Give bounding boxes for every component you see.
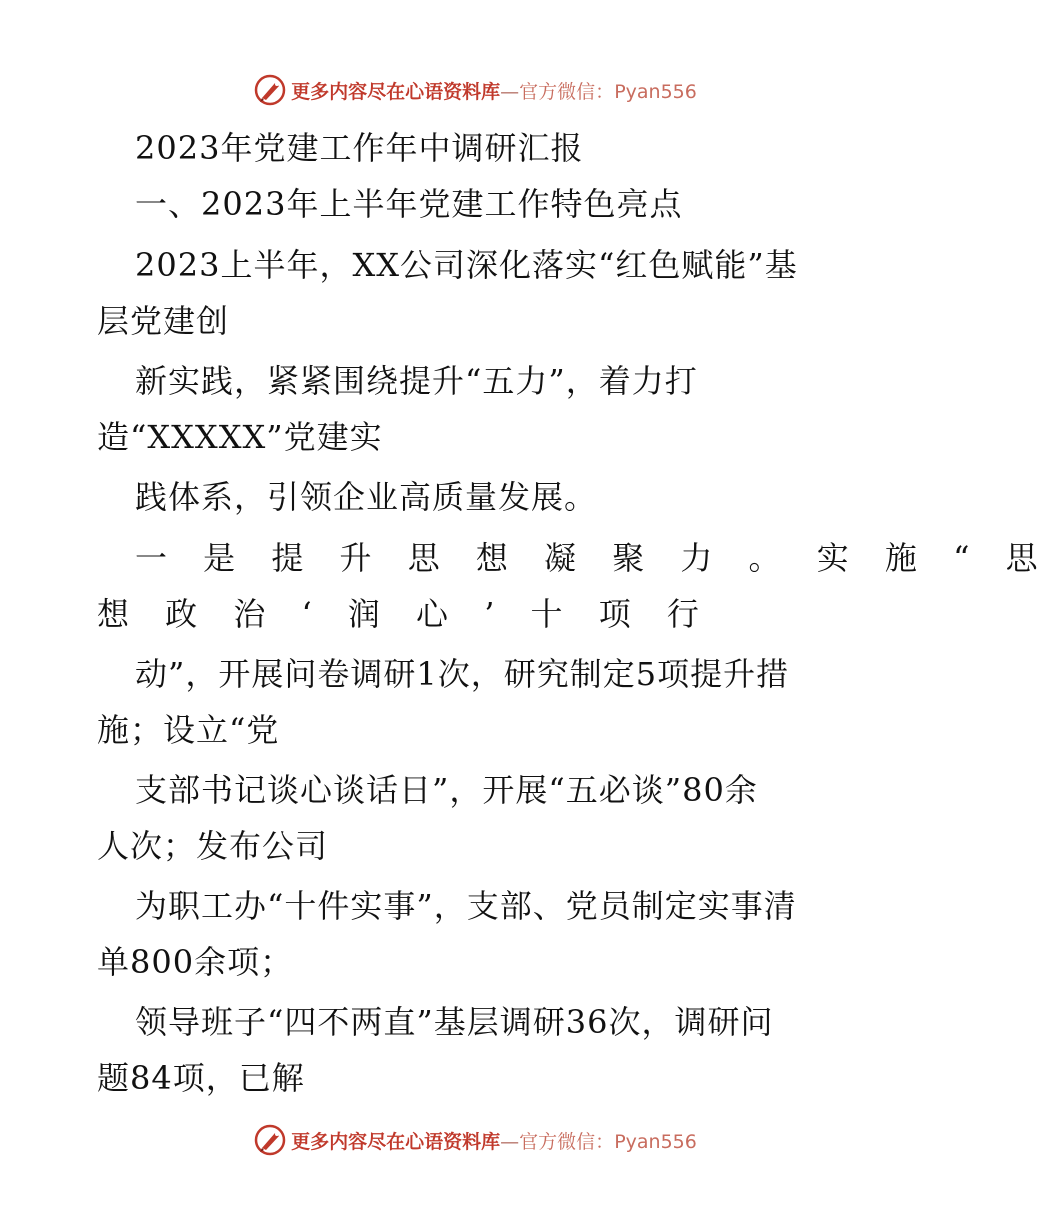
paragraph-line: 领导班子“四不两直”基层调研36次，调研问	[135, 1003, 774, 1041]
paragraph-line: 一 是 提 升 思 想 凝 聚 力 。 实 施 “ 思	[135, 539, 1051, 577]
paragraph-line: 造“XXXXX”党建实	[97, 418, 383, 456]
paragraph-line: 新实践，紧紧围绕提升“五力”，着力打	[135, 362, 698, 400]
watermark-wechat-id: Pyan556	[614, 1130, 697, 1153]
paragraph-line: 想 政 治 ‘ 润 心 ’ 十 项 行	[97, 595, 712, 633]
paragraph-line: 单800余项；	[97, 943, 294, 981]
paragraph-line: 题84项，已解	[97, 1059, 305, 1097]
watermark-group	[253, 73, 697, 107]
watermark-brand: 更多内容尽在心语资料库	[291, 1130, 501, 1153]
section-heading: 一、2023年上半年党建工作特色亮点	[135, 185, 683, 223]
document-title: 2023年党建工作年中调研汇报	[135, 129, 584, 167]
pen-logo-icon	[253, 1123, 287, 1157]
paragraph-line: 2023上半年，XX公司深化落实“红色赋能”基	[135, 246, 798, 284]
paragraph-line: 施；设立“党	[97, 711, 280, 749]
pen-logo-icon	[253, 73, 287, 107]
paragraph-line: 人次；发布公司	[97, 827, 329, 865]
header-watermark	[0, 70, 950, 110]
watermark-text	[291, 1127, 697, 1154]
watermark-separator: —	[500, 1130, 520, 1153]
watermark-brand: 更多内容尽在心语资料库	[291, 80, 501, 103]
watermark-text	[291, 77, 697, 104]
paragraph-line: 层党建创	[97, 302, 230, 340]
paragraph-line: 践体系，引领企业高质量发展。	[135, 478, 598, 516]
watermark-wechat-id: Pyan556	[614, 80, 697, 103]
paragraph-line: 支部书记谈心谈话日”，开展“五必谈”80余	[135, 771, 758, 809]
footer-watermark	[0, 1120, 950, 1160]
watermark-group	[253, 1123, 697, 1157]
watermark-separator: —	[500, 80, 520, 103]
paragraph-line: 动”，开展问卷调研1次，研究制定5项提升措	[135, 655, 790, 693]
paragraph-line: 为职工办“十件实事”，支部、党员制定实事清	[135, 887, 797, 925]
watermark-wechat-label: 官方微信：	[519, 1130, 615, 1153]
watermark-wechat-label: 官方微信：	[519, 80, 615, 103]
